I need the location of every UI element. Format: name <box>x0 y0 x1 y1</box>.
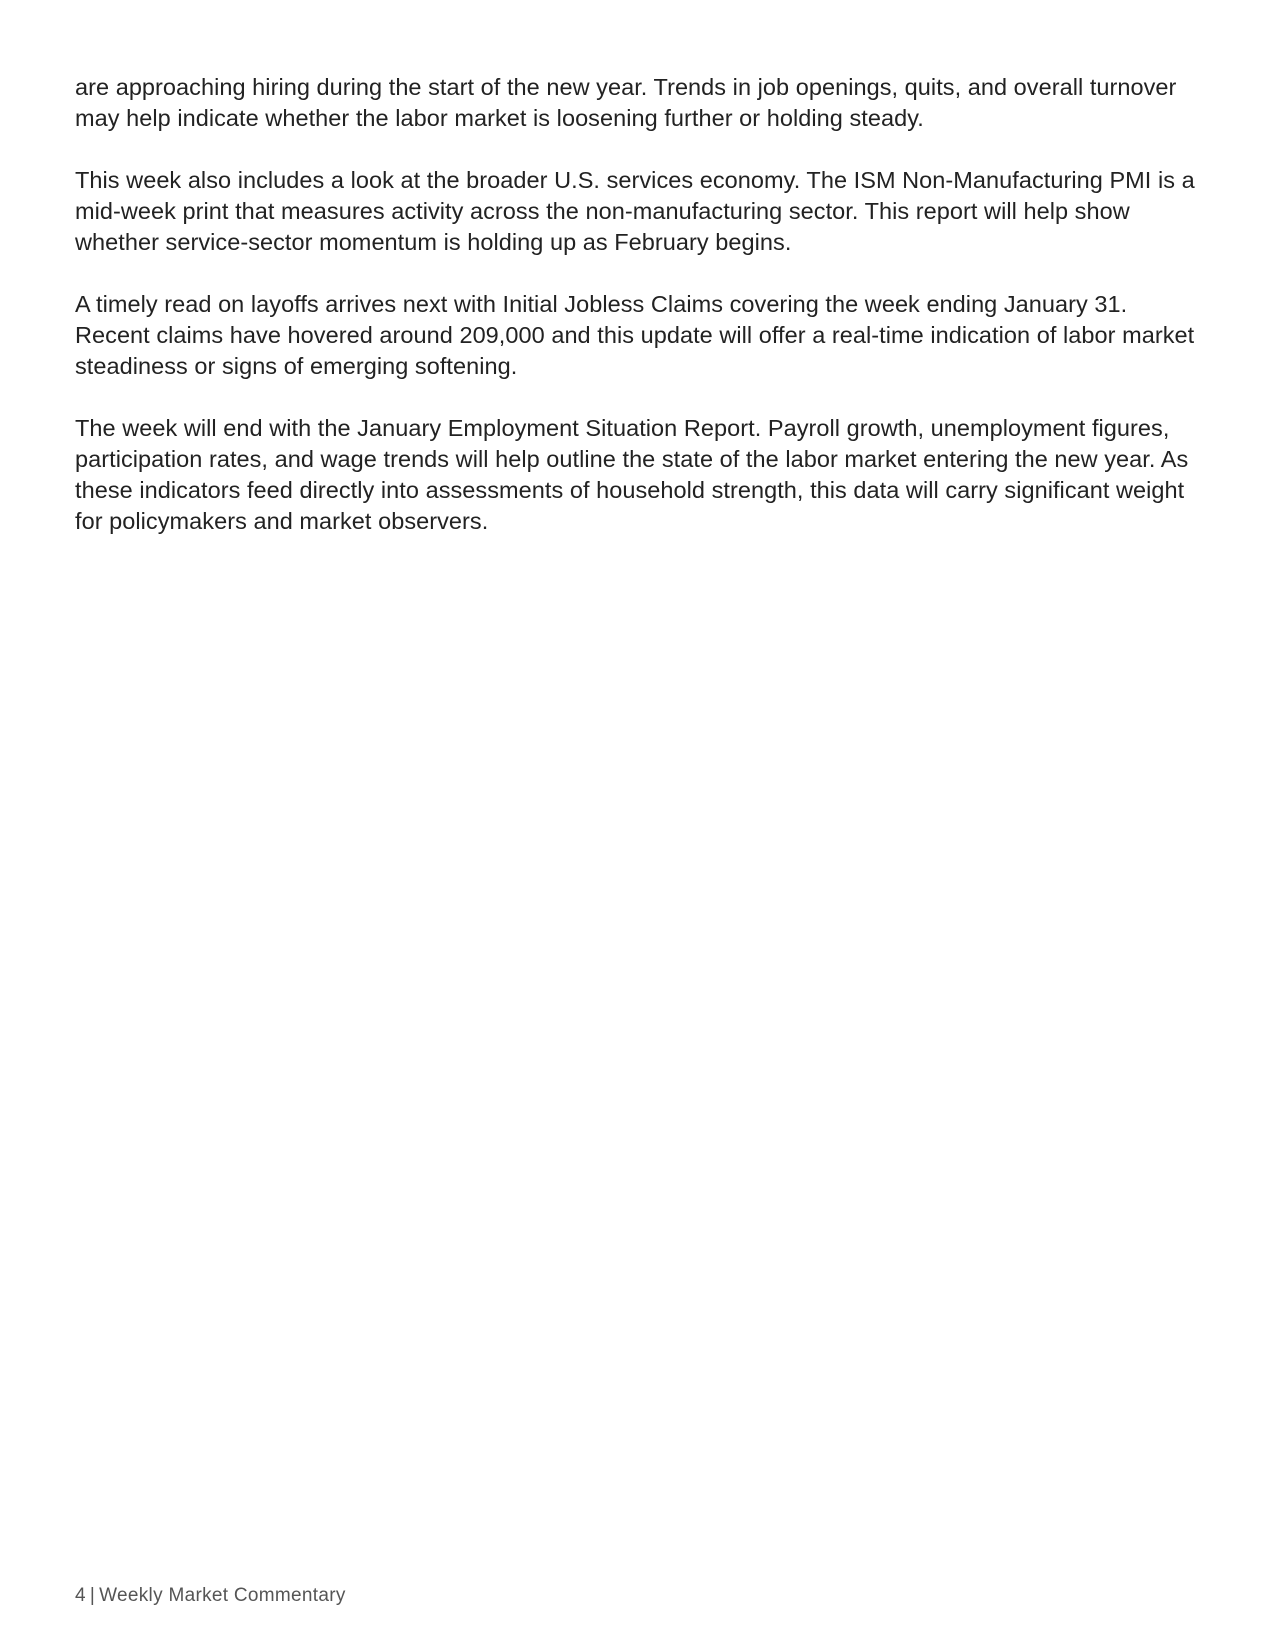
paragraph-jobless-claims: A timely read on layoffs arrives next with Initial Jobless Claims covering the week ending January 31. Recent claims have hovered around 209,000 and this update will offer a real-time indication of labor market steadiness or signs of emerging softening. <box>75 291 1195 379</box>
paragraph-job-openings: are approaching hiring during the start of the new year. Trends in job openings, quits, and overall turnover may help indicate whether the labor market is loosening further or holding steady. <box>75 74 1177 131</box>
page-number: 4 <box>75 1585 86 1606</box>
paragraph-employment-report: The week will end with the January Employment Situation Report. Payroll growth, unemployment figures, participation rates, and wage trends will help outline the state of the labor market entering the new year. As these indicators feed directly into assessments of household strength, this data will carry significant weight for policymakers and market observers. <box>75 415 1189 534</box>
footer-separator: | <box>89 1585 96 1606</box>
page-footer <box>75 1584 346 1608</box>
body-text <box>75 72 1205 568</box>
footer-title: Weekly Market Commentary <box>99 1585 346 1606</box>
paragraph-services-pmi: This week also includes a look at the broader U.S. services economy. The ISM Non-Manufacturing PMI is a mid-week print that measures activity across the non-manufacturing sector. This report will help show whether service-sector momentum is holding up as February begins. <box>75 167 1195 255</box>
